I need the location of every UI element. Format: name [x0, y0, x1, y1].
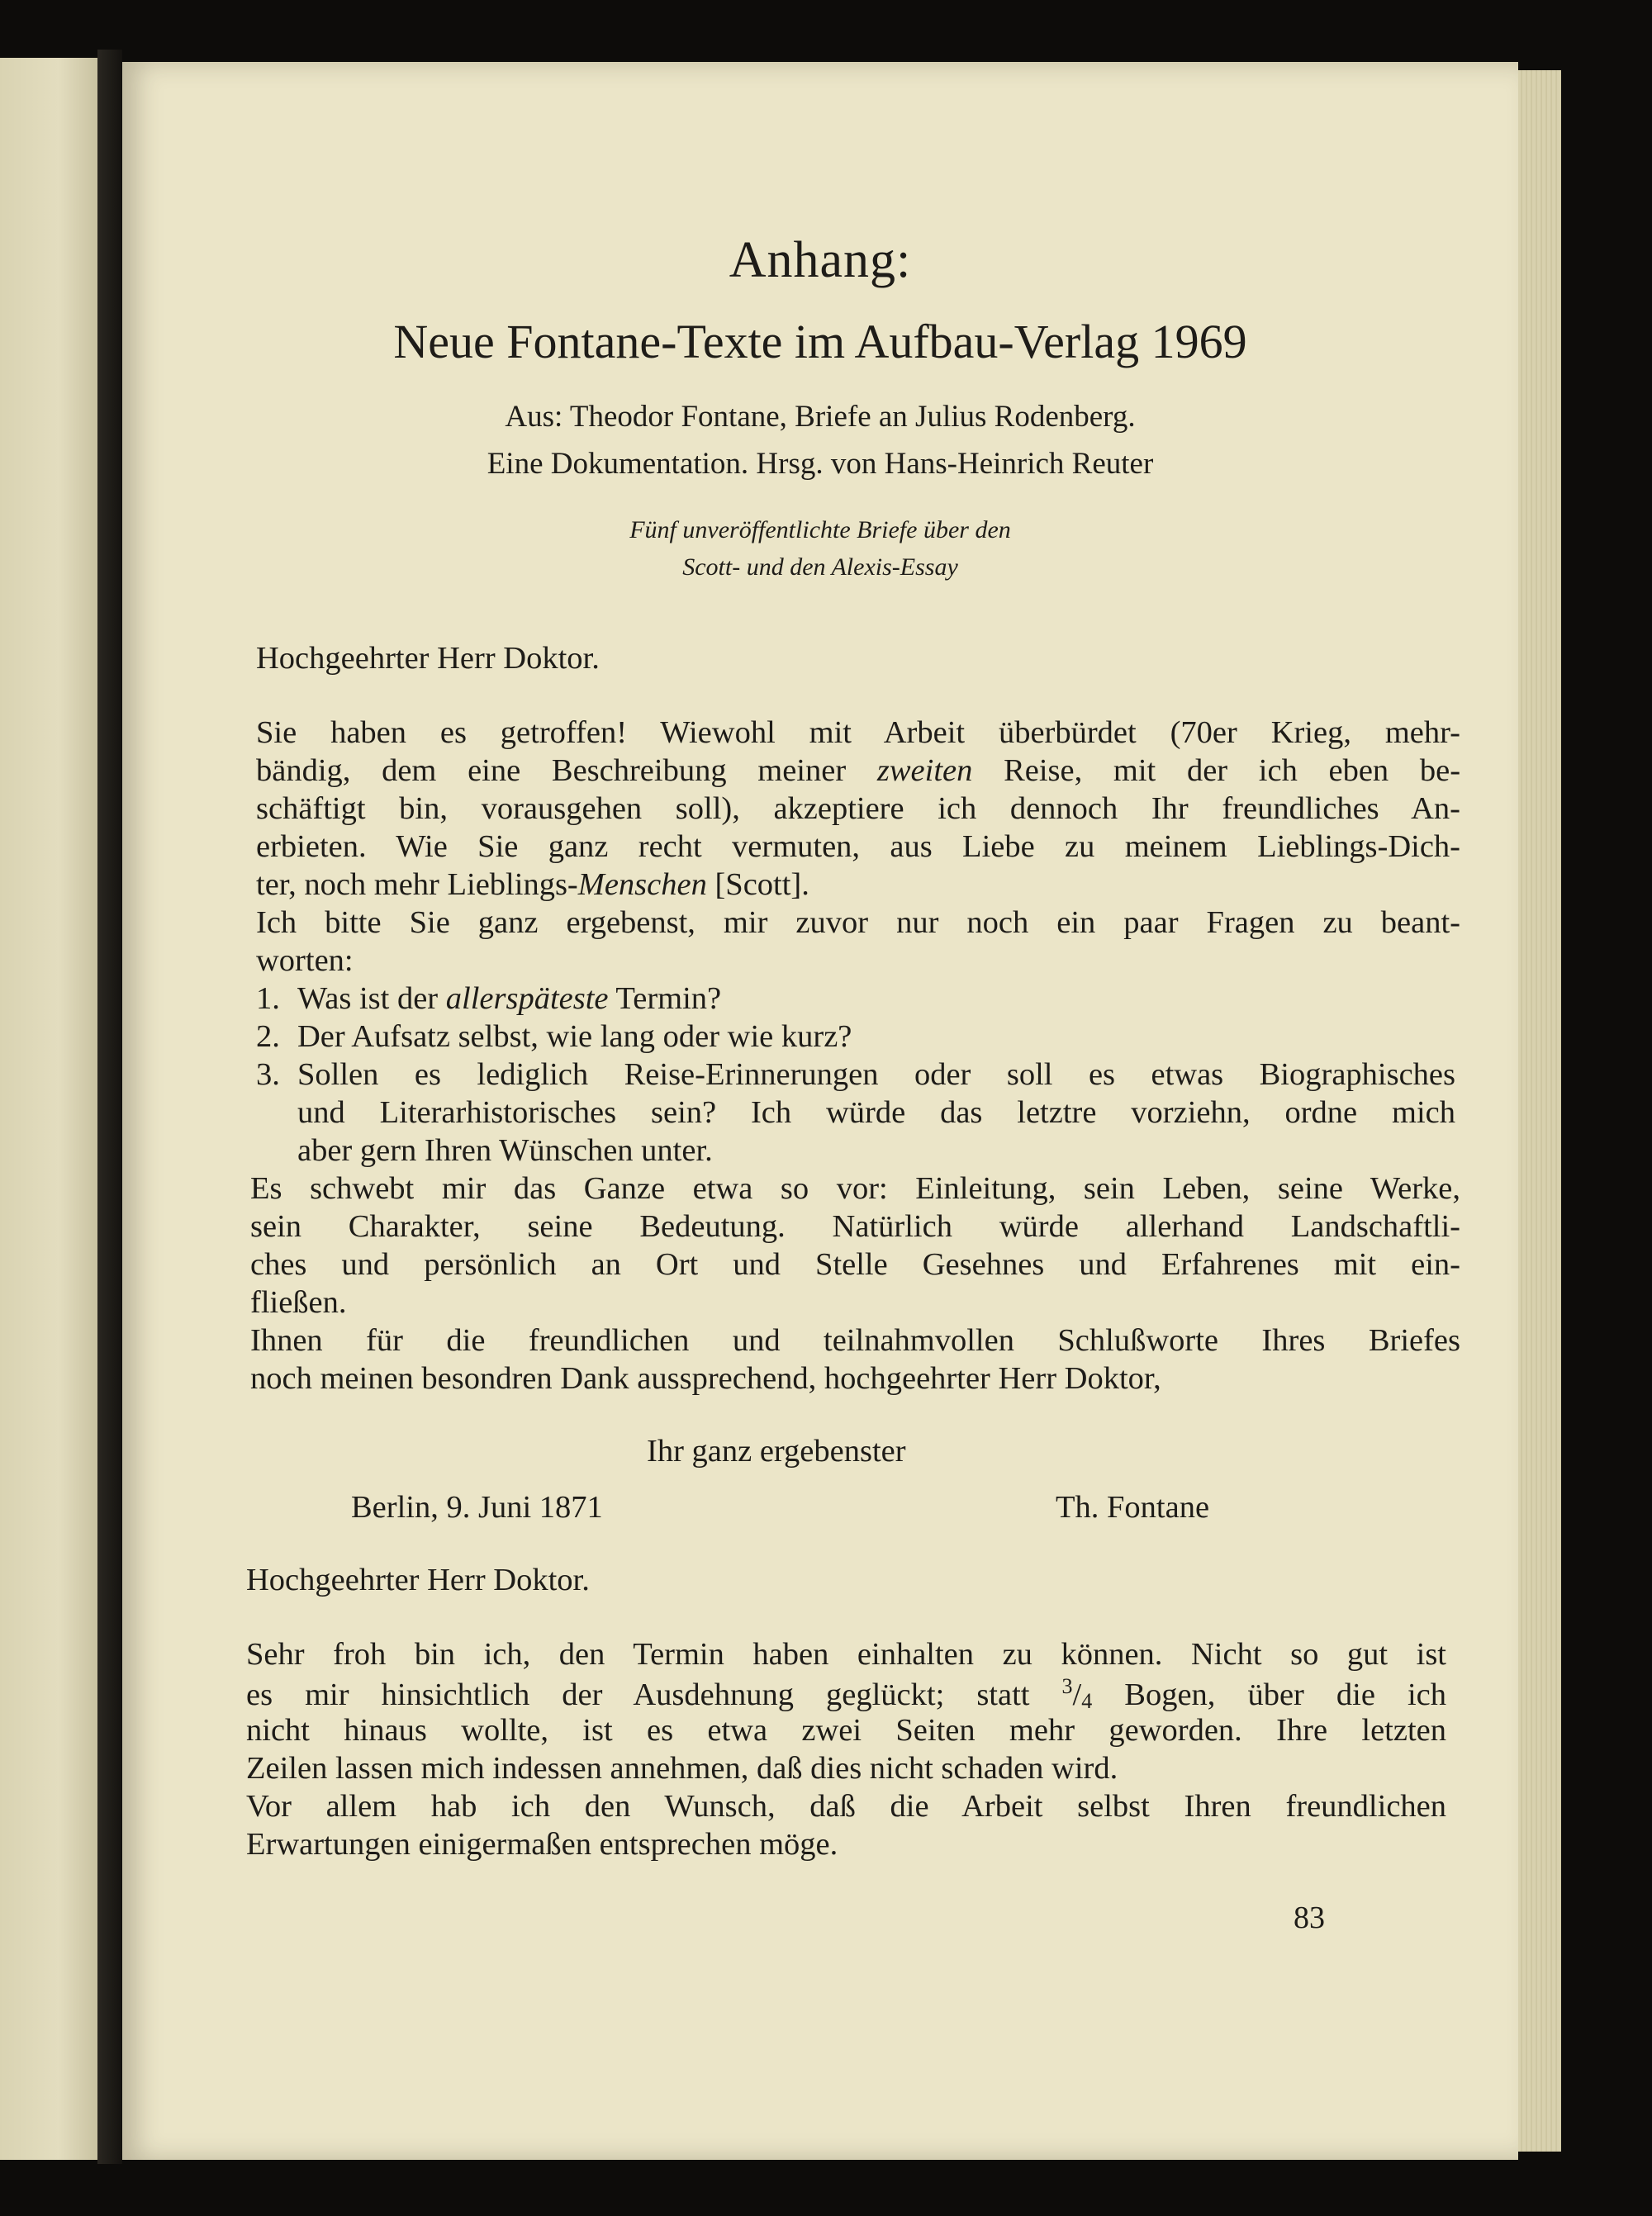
- fraction: $^3$/4: [1061, 1674, 1093, 1713]
- letter1-salutation: Hochgeehrter Herr Doktor.: [256, 641, 600, 676]
- list-item-2: Der Aufsatz selbst, wie lang oder wie kurz?: [297, 1019, 852, 1054]
- page-stack-edge: [1518, 70, 1561, 2152]
- list-item-3-line2: und Literarhistorisches sein? Ich würde das letztre vorziehn, ordne mich: [297, 1095, 1455, 1130]
- list-number-1: 1.: [256, 981, 280, 1016]
- note-line-1: Fünf unveröffentlichte Briefe über den: [629, 516, 1011, 543]
- note-line-2: Scott- und den Alexis-Essay: [682, 553, 958, 581]
- letter1-p3-line1: Es schwebt mir das Ganze etwa so vor: Einleitung, sein Leben, seine Werke,: [250, 1171, 1460, 1206]
- letter1-p3-line3: ches und persönlich an Ort und Stelle Gesehnes und Erfahrenes mit ein-: [250, 1247, 1460, 1282]
- letter1-p1-line4: erbieten. Wie Sie ganz recht vermuten, aus Liebe zu meinem Lieblings-Dich-: [256, 829, 1460, 864]
- letter1-p1-line3: schäftigt bin, vorausgehen soll), akzeptiere ich dennoch Ihr freundliches An-: [256, 791, 1460, 826]
- book-gutter: [97, 50, 122, 2164]
- source-line-2: Eine Dokumentation. Hrsg. von Hans-Heinrich Reuter: [487, 447, 1154, 481]
- letter2-p1-line1: Sehr froh bin ich, den Termin haben einhalten zu können. Nicht so gut ist: [246, 1637, 1446, 1672]
- page-content: [122, 62, 1518, 2160]
- letter2-p1-line4: Zeilen lassen mich indessen annehmen, daß dies nicht schaden wird.: [246, 1751, 1118, 1786]
- letter1-place-date: Berlin, 9. Juni 1871: [351, 1490, 603, 1525]
- letter2-p2-line2: Erwartungen einigermaßen entsprechen möge.: [246, 1827, 838, 1862]
- list-item-3-line1: Sollen es lediglich Reise-Erinnerungen oder soll es etwas Biographisches: [297, 1057, 1455, 1092]
- letter2-p1-line3: nicht hinaus wollte, ist es etwa zwei Seiten mehr geworden. Ihre letzten: [246, 1713, 1446, 1748]
- letter1-p1-line5: ter, noch mehr Lieblings-Menschen [Scott].: [256, 867, 809, 902]
- letter2-p1-line2: es mir hinsichtlich der Ausdehnung geglückt; statt $^3$/4 Bogen, über die ich: [246, 1674, 1447, 1713]
- letter1-p2-line1: Ich bitte Sie ganz ergebenst, mir zuvor nur noch ein paar Fragen zu beant-: [256, 905, 1460, 940]
- list-item-3-line3: aber gern Ihren Wünschen unter.: [297, 1133, 713, 1168]
- letter1-p3-line2: sein Charakter, seine Bedeutung. Natürlich würde allerhand Landschaftli-: [250, 1209, 1460, 1244]
- letter1-signature: Th. Fontane: [1056, 1490, 1210, 1525]
- letter1-p4-line1: Ihnen für die freundlichen und teilnahmvollen Schlußworte Ihres Briefes: [250, 1323, 1460, 1358]
- page-number: 83: [1294, 1900, 1325, 1935]
- letter1-p1-line2: bändig, dem eine Beschreibung meiner zweiten Reise, mit der ich eben be-: [256, 753, 1461, 788]
- page-title: Anhang:: [729, 232, 912, 288]
- letter2-p2-line1: Vor allem hab ich den Wunsch, daß die Arbeit selbst Ihren freundlichen: [246, 1789, 1446, 1824]
- source-line-1: Aus: Theodor Fontane, Briefe an Julius Rodenberg.: [505, 400, 1136, 434]
- letter1-p4-line2: noch meinen besondren Dank aussprechend, hochgeehrter Herr Doktor,: [250, 1361, 1161, 1396]
- list-number-3: 3.: [256, 1057, 280, 1092]
- letter2-salutation: Hochgeehrter Herr Doktor.: [246, 1563, 590, 1597]
- letter1-p3-line4: fließen.: [250, 1285, 347, 1320]
- list-number-2: 2.: [256, 1019, 280, 1054]
- previous-page-edge: [0, 58, 97, 2160]
- letter1-closing: Ihr ganz ergebenster: [647, 1434, 906, 1469]
- page-subtitle: Neue Fontane-Texte im Aufbau-Verlag 1969: [393, 315, 1247, 368]
- list-item-1: Was ist der allerspäteste Termin?: [297, 981, 722, 1016]
- letter1-p2-line2: worten:: [256, 943, 354, 978]
- letter1-p1-line1: Sie haben es getroffen! Wiewohl mit Arbeit überbürdet (70er Krieg, mehr-: [256, 715, 1460, 750]
